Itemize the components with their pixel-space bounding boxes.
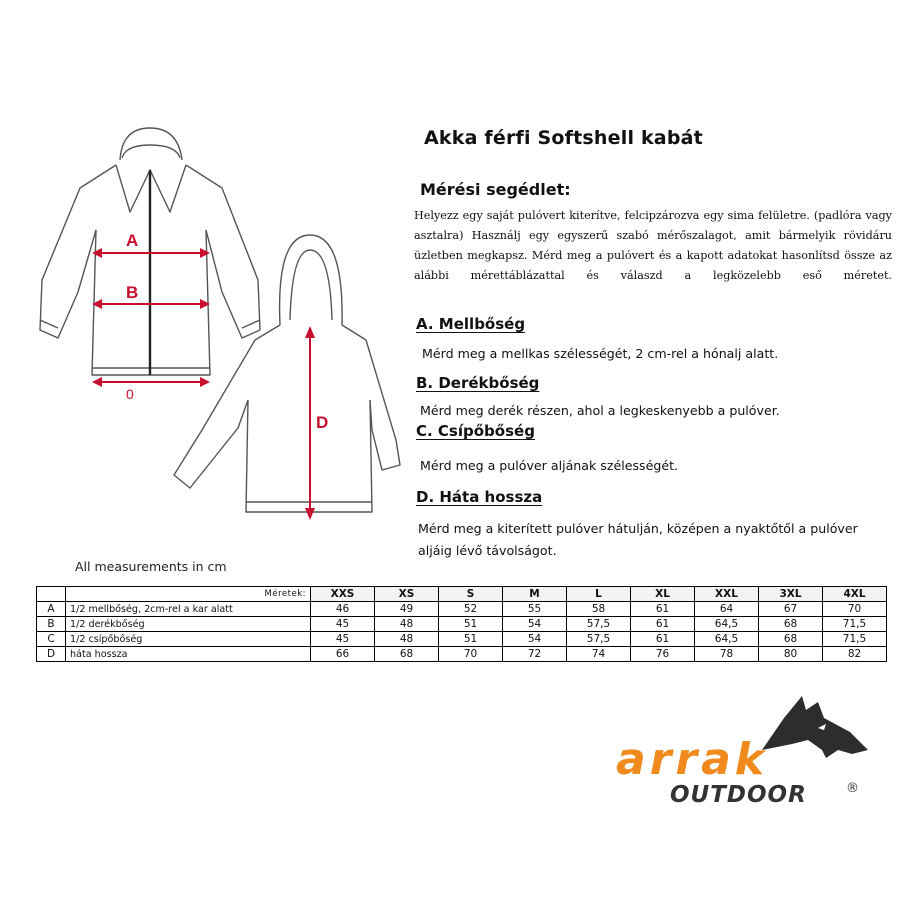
table-cell: 57,5 [567,632,631,647]
table-header-row [37,587,887,602]
table-cell: 70 [439,647,503,662]
table-cell: 45 [311,632,375,647]
table-cell: 68 [759,617,823,632]
table-cell: 49 [375,602,439,617]
row-id: A [37,602,66,617]
size-header: S [439,587,503,602]
table-cell: 57,5 [567,617,631,632]
table-cell: 67 [759,602,823,617]
row-id: B [37,617,66,632]
table-cell: 48 [375,617,439,632]
arrak-outdoor-logo [612,688,874,808]
table-cell: 51 [439,632,503,647]
size-header: 4XL [823,587,887,602]
table-row [37,632,887,647]
guide-heading: Mérési segédlet: [420,180,571,199]
table-cell: 54 [503,617,567,632]
row-label: 1/2 csípőbőség [66,632,311,647]
measure-d-arrow [305,326,315,520]
table-cell: 68 [759,632,823,647]
table-cell: 61 [631,632,695,647]
label-0: 0 [126,386,134,402]
table-row [37,647,887,662]
measurements-note: All measurements in cm [75,559,227,574]
table-cell: 76 [631,647,695,662]
table-cell: 80 [759,647,823,662]
jacket-back-outline [174,235,400,512]
table-cell: 61 [631,617,695,632]
table-row [37,617,887,632]
table-cell: 70 [823,602,887,617]
size-header: XS [375,587,439,602]
size-header: XL [631,587,695,602]
size-header: M [503,587,567,602]
size-table [36,586,887,662]
section-b-heading: B. Derékbőség [416,374,540,392]
table-cell: 45 [311,617,375,632]
size-header: XXL [695,587,759,602]
table-corner [37,587,66,602]
registered-mark: ® [846,781,859,796]
table-cell: 55 [503,602,567,617]
size-header: L [567,587,631,602]
size-header: XXS [311,587,375,602]
table-cell: 71,5 [823,617,887,632]
size-header: 3XL [759,587,823,602]
section-d-heading: D. Háta hossza [416,488,543,506]
table-cell: 64 [695,602,759,617]
table-cell: 61 [631,602,695,617]
table-cell: 48 [375,632,439,647]
table-row [37,602,887,617]
label-d: D [316,413,329,432]
section-b-text: Mérd meg derék részen, ahol a legkeskenyebb a pulóver. [420,403,780,418]
label-a: A [126,231,139,250]
product-title: Akka férfi Softshell kabát [424,127,703,149]
section-c-text: Mérd meg a pulóver aljának szélességét. [420,458,679,473]
table-cell: 68 [375,647,439,662]
table-cell: 64,5 [695,617,759,632]
row-id: C [37,632,66,647]
table-header-label: Méretek: [66,587,311,602]
section-c-heading: C. Csípőbőség [416,422,535,440]
table-cell: 82 [823,647,887,662]
jacket-back-diagram [160,230,410,530]
section-a-text: Mérd meg a mellkas szélességét, 2 cm-rel a hónalj alatt. [422,346,779,361]
table-cell: 51 [439,617,503,632]
row-label: háta hossza [66,647,311,662]
table-cell: 66 [311,647,375,662]
section-d-text: Mérd meg a kiterített pulóver hátulján, középen a nyaktőtől a pulóver aljáig lévő távolságot. [418,521,858,558]
table-cell: 64,5 [695,632,759,647]
logo-word-arrak: arrak [616,734,769,785]
table-cell: 54 [503,632,567,647]
label-b: B [126,283,139,302]
table-cell: 71,5 [823,632,887,647]
logo-word-outdoor: OUTDOOR [670,782,807,808]
guide-intro: Helyezz egy saját pulóvert kiterítve, felcipzározva egy sima felületre. (padlóra vagy asztalra) Használj egy egyszerű szabó mérőszalagot, amit bármelyik rövidáru üzletben megkapsz. Mérd meg a pulóvert és a kapott adatokat hasonlítsd össze az alábbi mérettáblázattal és válaszd a legközelebb eső méretet. [414,209,892,282]
table-cell: 72 [503,647,567,662]
table-cell: 52 [439,602,503,617]
table-cell: 46 [311,602,375,617]
wolf-head-icon [762,696,868,758]
row-label: 1/2 mellbőség, 2cm-rel a kar alatt [66,602,311,617]
table-cell: 58 [567,602,631,617]
row-id: D [37,647,66,662]
table-cell: 74 [567,647,631,662]
section-a-heading: A. Mellbőség [416,315,526,333]
row-label: 1/2 derékbőség [66,617,311,632]
table-cell: 78 [695,647,759,662]
